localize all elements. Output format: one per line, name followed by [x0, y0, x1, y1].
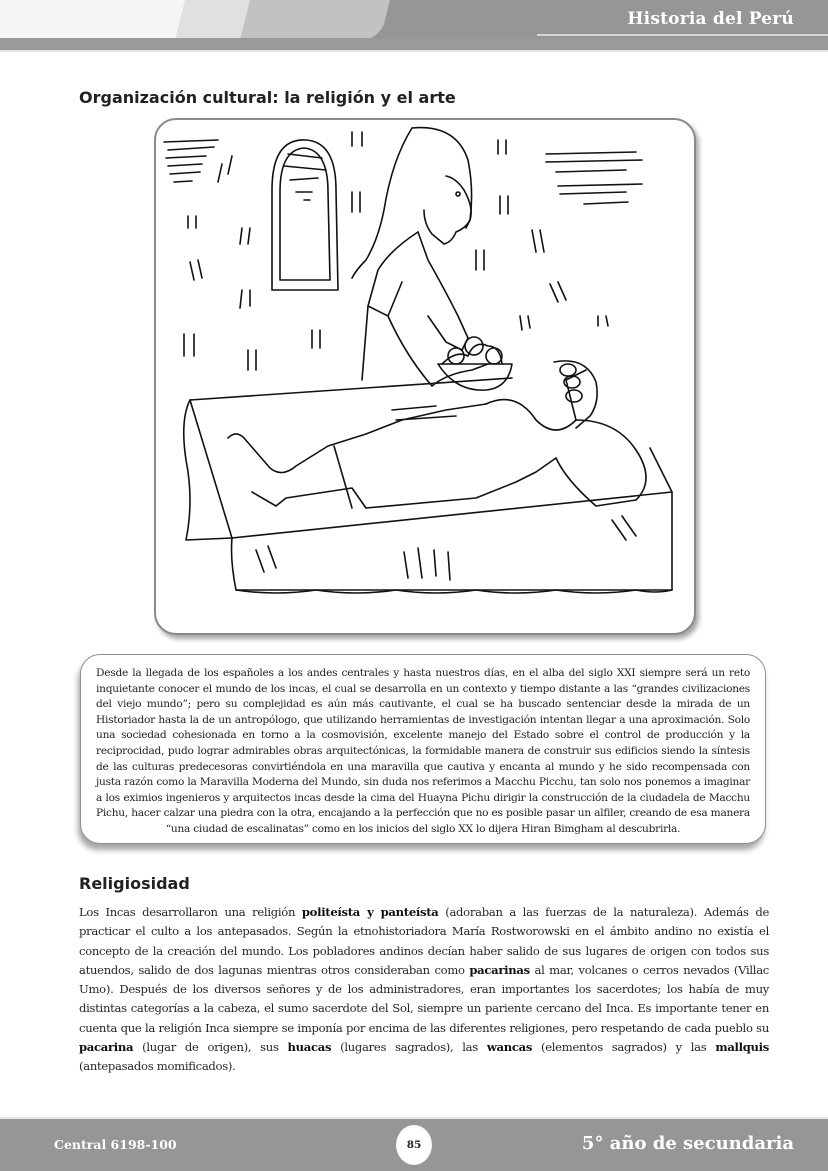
wall-marks-icon	[164, 132, 642, 370]
section-title: Organización cultural: la religión y el arte	[79, 88, 456, 107]
text-segment: (elementos sagrados) y las	[532, 1040, 716, 1055]
bold-term: mallquis	[715, 1040, 770, 1055]
text-segment: (lugar de origen), sus	[133, 1040, 288, 1055]
bold-term: huacas	[287, 1040, 332, 1055]
book-title: Historia del Perú	[627, 9, 794, 29]
religiosidad-title: Religiosidad	[79, 874, 190, 893]
footer-phone: Central 6198-100	[54, 1137, 177, 1152]
header-title-underline	[537, 34, 828, 36]
illustration-drawing	[156, 120, 694, 633]
text-segment: Los Incas desarrollaron una religión	[79, 905, 302, 919]
text-segment: (lugares sagrados), las	[331, 1040, 487, 1055]
intro-text-box	[80, 654, 766, 844]
page-number: 85	[406, 1139, 422, 1151]
bold-term: wancas	[486, 1040, 533, 1055]
page-header	[0, 0, 828, 52]
header-decor-stripe-mid	[240, 0, 390, 40]
intro-paragraph: Desde la llegada de los españoles a los andes centrales y hasta nuestros días, en el alba del siglo XXI siempre será un reto inquietante conocer el mundo de los incas, el cual se desarrolla en un contexto y tiempo distante a las “grandes civilizaciones del viejo mundo”; pero su complejidad es aún más cautivante, el cual se ha buscado sentenciar desde la mirada de un Historiador hasta la de un antropólogo, que utilizando herramientas de investigación intentan llegar a una aproximación. Solo una sociedad cohesionada en torno a la cosmovisión, excelente manejo del Estado sobre el control de producción y la reciprocidad, pudo lograr admirables obras arquitectónicas, la formidable manera de construir sus edificios siendo la síntesis de las culturas predecesoras convirtiéndola en una maravilla que cautiva y encanta al mundo y he sido recompensada con justa razón como la Maravilla Moderna del Mundo, sin duda nos referimos a Macchu Picchu, tan solo nos ponemos a imaginar a los eximios ingenieros y arquitectos incas desde la cima del Huayna Pichu dirigir la construcción de la ciudadela de Macchu Pichu, hacer calzar una piedra con la otra, encajando a la perfección que no es posible pasar un alfiler, creando de esa manera “una ciudad de escalinatas” como en los inicios del siglo XX lo dijera Hiran Bimgham al descubrirla.	[96, 667, 750, 835]
text-segment: (adoraban a las fuerzas de la naturaleza). Además de practicar el culto a los antepasados. Según la etnohistoriadora María Rostworowski en el ámbito andino no existía el concepto de la creación del mundo. Los pobladores andinos decían haber salido de sus lugares de origen con todos sus atuendos, salido de dos lagunas mientras otros consideraban como	[79, 905, 770, 977]
text-segment: al mar, volcanes o cerros nevados (Villac Umo). Después de los diversos señores y de los administradores, eran importantes los sacerdotes; los había de muy distintas categorías a la cabeza, el sumo sacerdote del Sol, siempre un pariente cercano del Inca. Es importante tener en cuenta que la religión Inca siempre se imponía por encima de las diferentes religiones, pero respetando de cada pueblo su	[79, 962, 769, 1035]
religiosidad-paragraph	[79, 903, 769, 1077]
bold-term: politeísta y panteísta	[301, 905, 439, 919]
header-bottom-bar	[0, 38, 828, 50]
table-icon	[184, 378, 672, 593]
header-divider	[0, 50, 828, 52]
bold-term: pacarina	[79, 1040, 134, 1055]
page-footer	[0, 1119, 828, 1171]
page-number-badge	[396, 1125, 432, 1165]
text-segment: (antepasados momificados).	[79, 1059, 236, 1074]
illustration	[154, 118, 696, 635]
bold-term: pacarinas	[469, 962, 530, 977]
footer-grade: 5° año de secundaria	[581, 1133, 794, 1154]
arched-window-icon	[272, 140, 338, 290]
woman-figure-icon	[352, 128, 488, 386]
